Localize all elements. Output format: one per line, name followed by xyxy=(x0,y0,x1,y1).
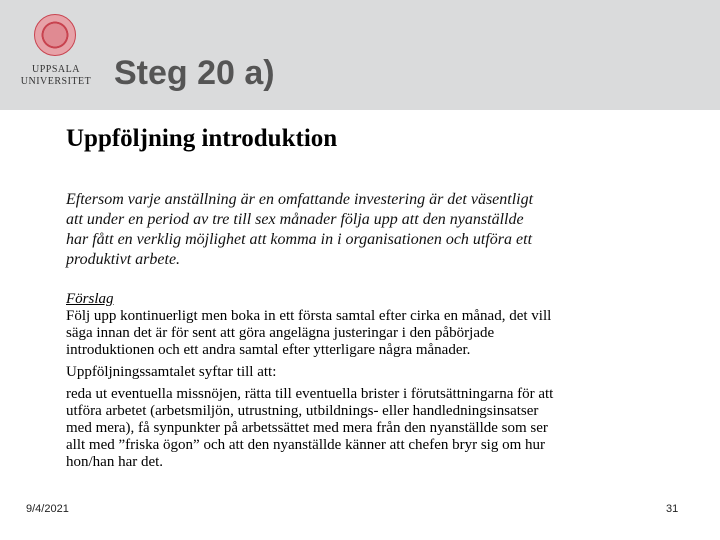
slide-number: 31 xyxy=(666,503,679,515)
text-line: med mera), få synpunkter på arbetssättet med mera från den nyanställde som ser xyxy=(66,420,548,436)
intro-line: produktivt arbete. xyxy=(66,251,181,268)
logo-line1: UPPSALA xyxy=(32,64,80,75)
text-line: reda ut eventuella missnöjen, rätta till eventuella brister i förutsättningarna för att xyxy=(66,386,554,402)
body-text xyxy=(66,291,553,476)
intro-line: Eftersom varje anställning är en omfattande investering är det väsentligt xyxy=(66,191,534,208)
proposal-label: Förslag xyxy=(66,291,114,307)
logo-text xyxy=(16,64,96,88)
seal-icon xyxy=(34,14,76,56)
slide-subtitle: Uppföljning introduktion xyxy=(66,125,338,152)
paragraph xyxy=(66,364,553,381)
text-line: utföra arbetet (arbetsmiljön, utrustning, utbildnings- eller handledningsinsatser xyxy=(66,403,539,419)
logo-line2: UNIVERSITET xyxy=(20,76,92,87)
text-line: Uppföljningssamtalet syftar till att: xyxy=(66,364,277,380)
university-logo xyxy=(16,14,96,94)
slide-title: Steg 20 a) xyxy=(114,54,275,92)
intro-line: har fått en verklig möjlighet att komma in i organisationen och utföra ett xyxy=(66,231,533,248)
slide-header xyxy=(0,0,720,110)
intro-text xyxy=(66,190,533,270)
paragraph xyxy=(66,386,553,471)
intro-line: att under en period av tre till sex månader följa upp att den nyanställde xyxy=(66,211,524,228)
text-line: introduktionen och ett andra samtal efter ytterligare några månader. xyxy=(66,342,471,358)
paragraph xyxy=(66,308,553,359)
text-line: Följ upp kontinuerligt men boka in ett första samtal efter cirka en månad, det vill xyxy=(66,308,552,324)
footer-date: 9/4/2021 xyxy=(26,503,69,515)
text-line: hon/han har det. xyxy=(66,454,164,470)
text-line: säga innan det är för sent att göra angelägna justeringar i den påbörjade xyxy=(66,325,495,341)
text-line: allt med ”friska ögon” och att den nyanställde känner att chefen bryr sig om hur xyxy=(66,437,546,453)
